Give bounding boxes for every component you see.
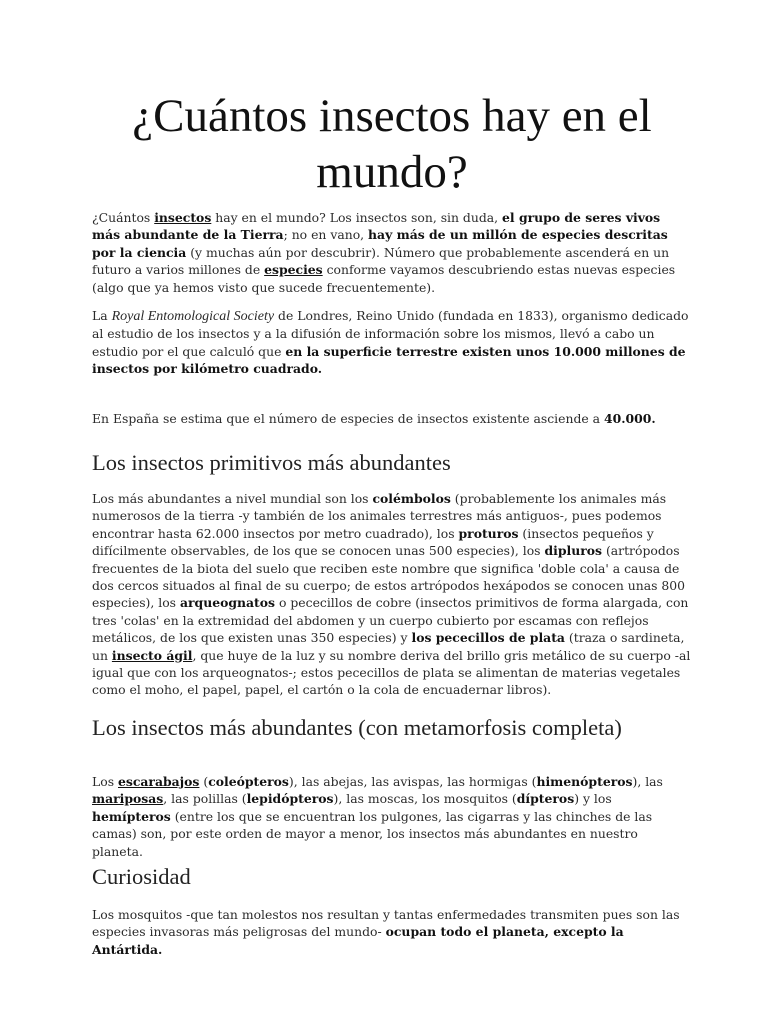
link-insectos[interactable]: insectos	[154, 210, 212, 225]
text: La	[92, 308, 112, 323]
text: de Londres, Reino Unido (fundada en 1833), organismo dedicado al estudio de los insectos y a la difusión de información sobre los mismos, llevó a cabo un estudio por el que calculó que	[92, 308, 689, 359]
bold-text: lepidópteros	[246, 791, 334, 807]
text: (entre los que se encuentran los pulgones, las cigarras y las chinches de las camas) son, por este orden de mayor a menor, los insectos más abundantes en nuestro planeta.	[92, 808, 653, 859]
bold-text: el grupo de seres vivos más abundante de la Tierra	[92, 210, 661, 243]
text: conforme vayamos descubriendo estas nuevas especies (algo que ya hemos visto que sucede frecuentemente).	[92, 262, 676, 295]
heading-primitivos: Los insectos primitivos más abundantes	[92, 450, 451, 475]
bold-text: 40.000.	[604, 411, 656, 426]
text: (insectos pequeños y difícilmente observables, de los que se conocen unas 500 especies), los	[92, 525, 654, 559]
bold-text: hemípteros	[92, 808, 171, 824]
page-title: ¿Cuántos insectos hay en el mundo?	[132, 90, 652, 198]
text: o pececillos de cobre (insectos primitivos de forma alargada, con tres 'colas' en la extremidad del abdomen y un cuerpo cubierto por escamas con reflejos metálicos, de los que existen unas 350 especies) y	[92, 595, 689, 646]
bold-text: arqueognatos	[179, 595, 276, 611]
text: (y muchas aún por descubrir). Número que probablemente ascenderá en un futuro a varios millones de	[92, 244, 670, 278]
text: ), las	[632, 774, 663, 789]
text: Los mosquitos -que tan molestos nos resultan y tantas enfermedades transmiten pues son las especies invasoras más peligrosas del mundo-	[92, 907, 680, 940]
text: , las polillas (	[163, 791, 247, 807]
link-escarabajos[interactable]: escarabajos	[118, 774, 200, 789]
text: (traza o sardineta, un	[92, 630, 685, 663]
text: ; no en vano,	[283, 227, 369, 243]
text: En España se estima que el número de especies de insectos existente asciende a	[92, 411, 604, 426]
link-especies[interactable]: especies	[264, 262, 323, 278]
text: (	[199, 774, 209, 789]
text: hay en el mundo? Los insectos son, sin duda,	[211, 210, 503, 225]
heading-curiosidad: Curiosidad	[92, 864, 191, 889]
text: , que huye de la luz y su nombre deriva del brillo gris metálico de su cuerpo -al igual que con los arqueognatos-; estos pececillos de plata se alimentan de materias vegetales como el moho, el papel, papel, el cartón o la cola de encuadernar libros).	[92, 647, 691, 698]
bold-text: dipluros	[544, 543, 602, 559]
text: ), las abejas, las avispas, las hormigas (	[288, 774, 537, 789]
paragraph-royal-society	[92, 307, 692, 378]
text: ), las moscas, los mosquitos (	[333, 791, 517, 807]
text: Los	[92, 774, 118, 789]
bold-text: ocupan todo el planeta, excepto la Antártida.	[92, 924, 624, 957]
text: ) y los	[574, 791, 612, 807]
paragraph-intro	[92, 209, 692, 296]
bold-text: colémbolos	[372, 491, 451, 506]
paragraph-espana	[92, 410, 656, 427]
paragraph-primitivos	[92, 490, 692, 699]
bold-text: hay más de un millón de especies descritas por la ciencia	[92, 227, 668, 260]
link-insecto-agil[interactable]: insecto ágil	[111, 647, 193, 663]
text: Los más abundantes a nivel mundial son los	[92, 491, 373, 506]
bold-text: coleópteros	[208, 774, 289, 789]
text: (probablemente los animales más numerosos de la tierra -y también de los animales terrestres más antiguos-, pues podemos encontrar hasta 62.000 insectos por metro cuadrado), los	[92, 491, 667, 541]
bold-text: proturos	[458, 525, 519, 541]
italic-text: Royal Entomological Society	[111, 309, 275, 324]
bold-text: en la superficie terrestre existen unos 10.000 millones de insectos por kilómetro cuadrado.	[92, 343, 686, 377]
bold-text: himenópteros	[536, 774, 633, 789]
heading-metamorfosis: Los insectos más abundantes (con metamorfosis completa)	[92, 715, 622, 740]
bold-text: dípteros	[516, 791, 575, 807]
paragraph-curiosidad	[92, 906, 692, 958]
paragraph-metamorfosis	[92, 773, 692, 860]
bold-text: los pececillos de plata	[411, 630, 565, 646]
link-mariposas[interactable]: mariposas	[92, 791, 164, 807]
text: (artrópodos frecuentes de la biota del suelo que reciben este nombre que significa 'doble cola' a causa de dos cercos situados al final de su cuerpo; de estos artrópodos hexápodos se conocen unas 800 especies), los	[92, 543, 686, 611]
text: ¿Cuántos	[92, 210, 155, 225]
